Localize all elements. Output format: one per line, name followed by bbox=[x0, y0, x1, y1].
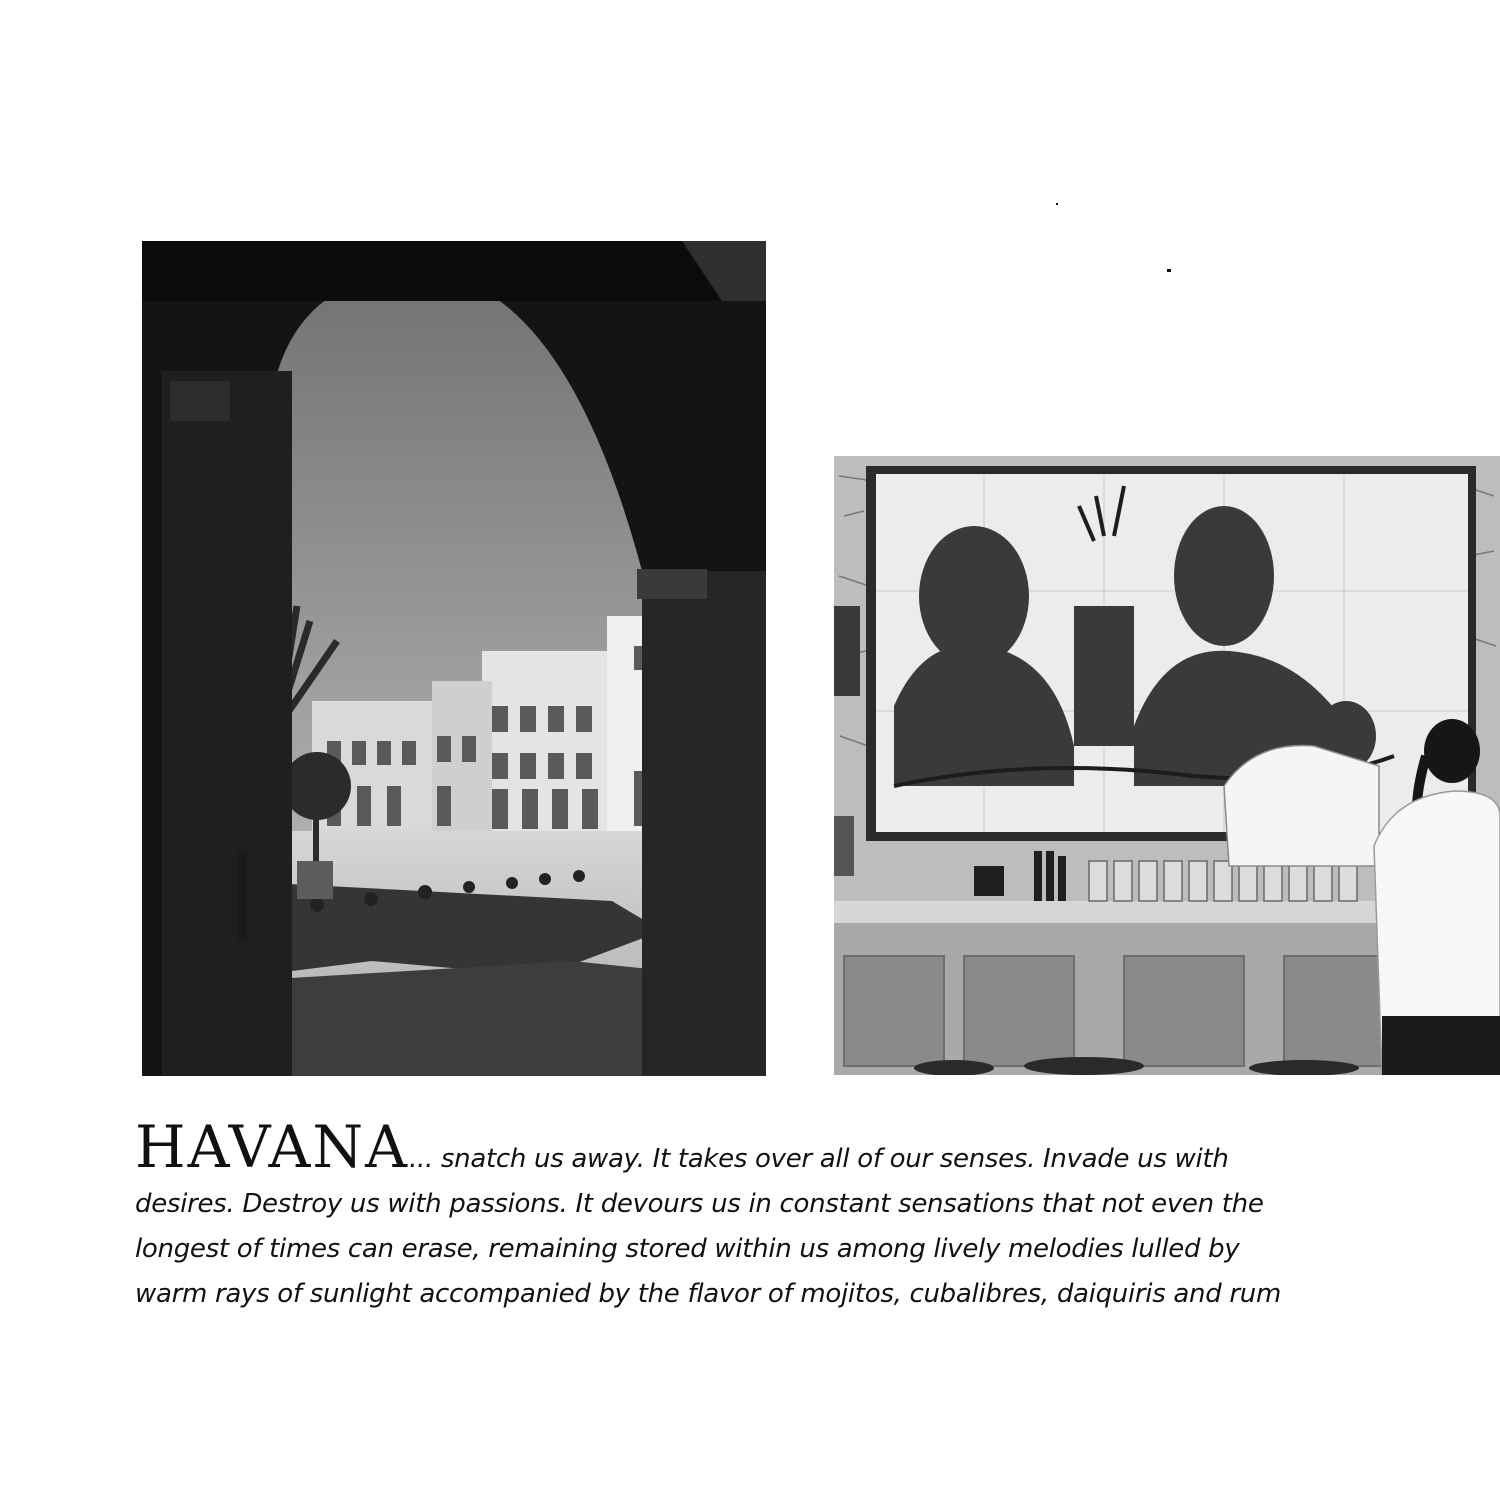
caption-title: HAVANA bbox=[135, 1113, 410, 1181]
speck-mark bbox=[1167, 269, 1171, 272]
caption-body: ... snatch us away. It takes over all of our senses. Invade us with desires. Destroy us with passions. It devours us in constant sensations that not even the longest of times can erase, remaining stored within us among lively melodies lulled by warm rays of sunlight accompanied by the flavor of mojitos, cubalibres, daiquiris and rum bbox=[135, 1144, 1281, 1309]
caption bbox=[135, 1113, 1315, 1317]
photo-bar-mural bbox=[834, 456, 1500, 1075]
speck-mark bbox=[1056, 203, 1058, 205]
photo-plaza-arch bbox=[142, 241, 766, 1076]
